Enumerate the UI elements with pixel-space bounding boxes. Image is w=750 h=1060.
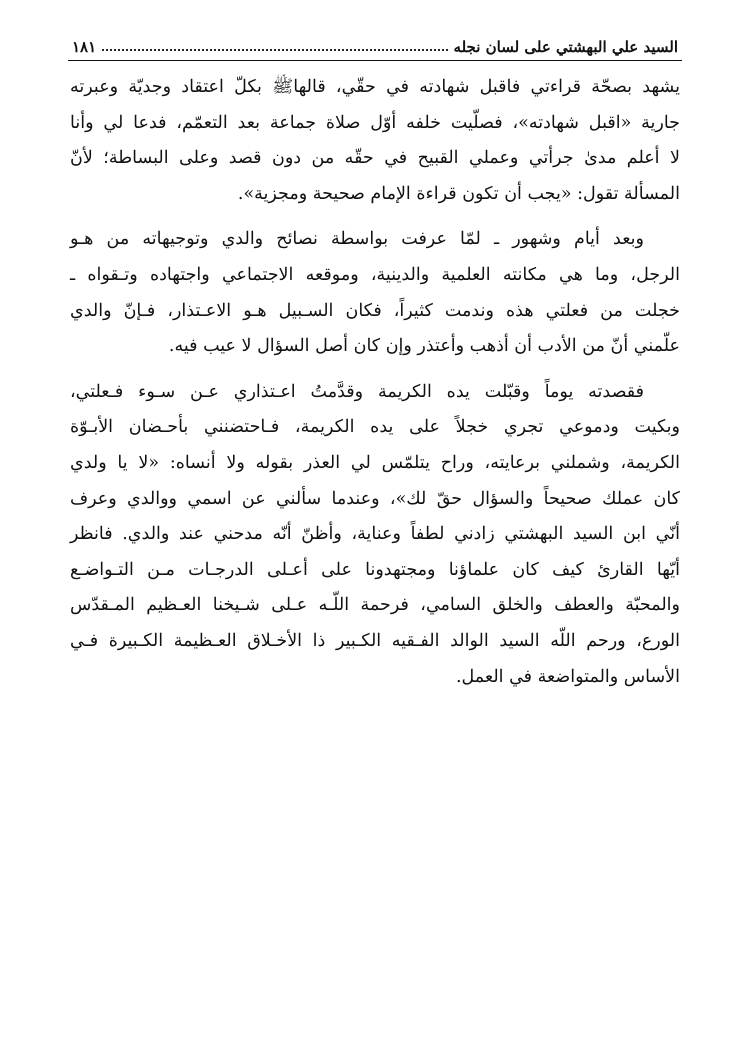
text-line: المسألة تقول: «يجب أن تكون قراءة الإمام صحيحة ومجزية». (237, 183, 680, 204)
text-line: أيّها القارئ كيف كان علماؤنا ومجتهدونا على أعـلى الدرجـات مـن التـواضـع (70, 559, 680, 580)
text-line: علّمني أنّ من الأدب أن أذهب وأعتذر وإن كان أصل السؤال لا عيب فيه. (168, 336, 680, 357)
text-line: الورع، ورحم اللّه السيد الوالد الفـقيه الكـبير ذا الأخـلاق العـظيمة الكـبيرة فـي (70, 630, 680, 651)
header-rule (68, 60, 682, 61)
text-line: خجلت من فعلتي هذه وندمت كثيراً، فكان السـبيل هـو الاعـتذار، فـإنّ والدي (70, 300, 680, 321)
paragraph-2 (70, 222, 680, 364)
running-header (72, 28, 678, 56)
text-line: وبعد أيام وشهور ـ لمّا عرفت بواسطة نصائح والدي وتوجيهاته من هـو (70, 229, 644, 250)
paragraph-3 (70, 375, 680, 695)
text-line: أنّي ابن السيد البهشتي زادني لطفاً وعناية، وأظنّ أنّه مدحني عند والدي. فانظر (70, 524, 680, 545)
text-line: كان عملك صحيحاً والسؤال حقّ لك»، وعندما سألني عن اسمي ووالدي وعرف (70, 488, 680, 509)
text-line: لا أعلم مدىٰ جرأتي وعملي القبيح في حقّه من دون قصد وعلى البساطة؛ لأنّ (70, 148, 680, 169)
paragraph-1 (70, 70, 680, 212)
text-line: جارية «اقبل شهادته»، فصلّيت خلفه أوّل صلاة جماعة بعد التعمّم، فدعا لي وأنا (70, 112, 680, 133)
text-line: الكريمة، وشملني برعايته، وراح يتلمّس لي العذر بقوله ولا أنساه: «لا يا ولدي (70, 452, 680, 473)
text-line: الأساس والمتواضعة في العمل. (455, 666, 680, 687)
running-title: السيد علي البهشتي على لسان نجله (453, 38, 678, 56)
page-body (70, 70, 680, 695)
text-line: الرجل، وما هي مكانته العلمية والدينية، وموقعه الاجتماعي واجتهاده وتـقواه ـ (70, 264, 680, 285)
text-line: يشهد بصحّة قراءتي فاقبل شهادته في حقّي، قالهاﷺ بكلّ اعتقاد وجديّة وعبرته (70, 77, 680, 97)
text-line: والمحبّة والعطف والخلق السامي، فرحمة اللّـه عـلى شـيخنا العـظيم المـقدّس (70, 595, 680, 616)
page-number: ١٨١ (72, 38, 97, 56)
text-line: وبكيت ودموعي تجري خجلاً على يده الكريمة، فـاحتضنني بأحـضان الأبـوّة (70, 417, 680, 438)
text-line: فقصدته يوماً وقبّلت يده الكريمة وقدَّمتُ اعـتذاري عـن سـوء فـعلتي، (70, 381, 644, 402)
leader-dots (102, 49, 447, 51)
